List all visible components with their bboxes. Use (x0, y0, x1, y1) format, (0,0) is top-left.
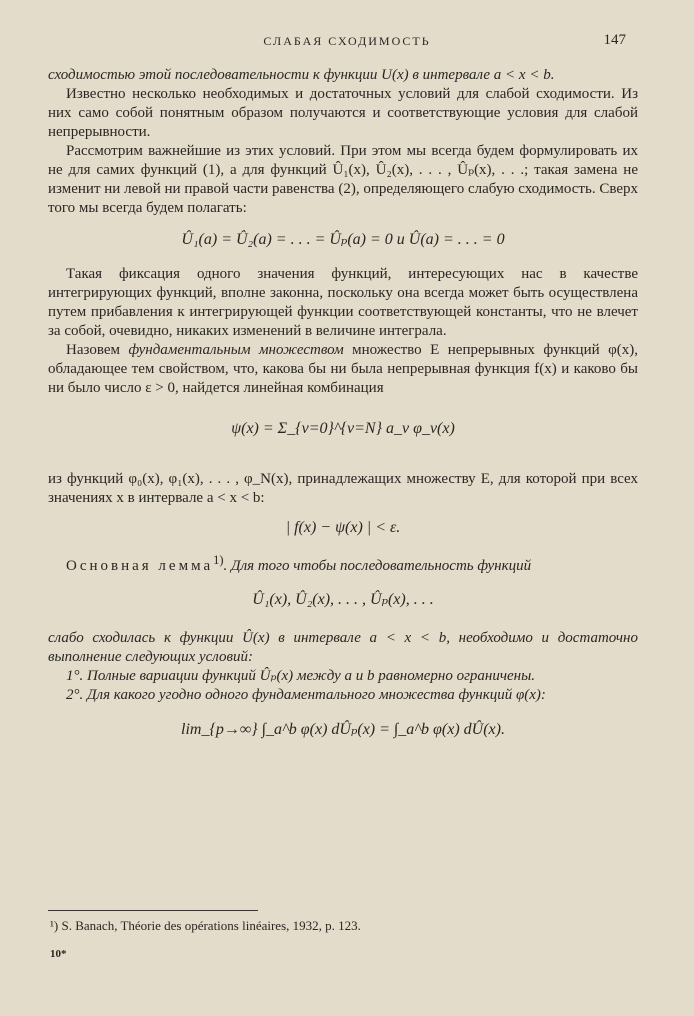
paragraph-4-lead: Назовем (66, 342, 129, 358)
signature-mark: 10* (50, 948, 67, 960)
lemma-statement (48, 551, 638, 576)
paragraph-4 (48, 341, 638, 398)
paragraph-0: сходимостью этой последовательности к функции U(x) в интервале a < x < b. (48, 67, 555, 83)
lemma-text: . Для того чтобы последовательность функций (223, 558, 532, 574)
paragraph-6: слабо сходилась к функции Û(x) в интервале a < x < b, необходимо и достаточно выполнение следующих условий: (48, 630, 638, 665)
formula-1: Û₁(a) = Û₂(a) = . . . = Ûₚ(a) = 0 и Û(a) = . . . = 0 (181, 231, 505, 248)
formula-3: | f(x) − ψ(x) | < ε. (285, 519, 401, 536)
formula-4: Û₁(x), Û₂(x), . . . , Ûₚ(x), . . . (252, 591, 434, 608)
paragraph-5: из функций φ₀(x), φ₁(x), . . . , φ_N(x), принадлежащих множеству E, для которой при всех значениях x в интервале a < x < b: (48, 471, 638, 506)
page-number: 147 (603, 32, 626, 48)
footnote: ¹) S. Banach, Théorie des opérations linéaires, 1932, p. 123. (50, 918, 361, 933)
formula-5: lim_{p→∞} ∫_a^b φ(x) dÛₚ(x) = ∫_a^b φ(x) dÛ(x). (181, 721, 505, 738)
paragraph-3: Такая фиксация одного значения функций, интересующих нас в качестве интегрирующих функций, вполне законна, поскольку она всегда может быть осуществлена путем прибавления к интегрирующей функции соответствующей константы, что не влечет за собой, очевидно, никаких изменений в величине интеграла. (48, 266, 638, 339)
paragraph-2: Рассмотрим важнейшие из этих условий. При этом мы всегда будем формулировать их не для самих функций (1), а для функций Û₁(x), Û₂(x), . . . , Ûₚ(x), . . .; такая замена не изменит ни левой ни правой части равенства (2), определяющего слабую сходимость. Сверх того мы всегда будем полагать: (48, 143, 638, 216)
fundamental-set-term: фундаментальным множеством (128, 342, 344, 358)
paragraph-4-rest: множество E непрерывных функций φ(x), обладающее тем свойством, что, какова бы ни была непрерывная функция f(x) и каково бы ни было число ε > 0, найдется линейная комбинация (48, 342, 638, 396)
condition-2: 2°. Для какого угодно одного фундаментального множества функций φ(x): (66, 687, 546, 703)
footnote-rule (48, 910, 258, 911)
condition-1: 1°. Полные вариации функций Ûₚ(x) между a и b равномерно ограничены. (66, 668, 536, 684)
lemma-heading: Основная лемма (66, 558, 214, 574)
formula-2: ψ(x) = Σ_{ν=0}^{ν=N} a_ν φ_ν(x) (231, 420, 455, 437)
paragraph-1: Известно несколько необходимых и достаточных условий для слабой сходимости. Из них само собой понятным образом получаются и соответствующие условия для слабой непрерывности. (48, 86, 638, 140)
lemma-footnote-mark: 1) (213, 553, 224, 567)
body-text (48, 66, 638, 755)
running-head: СЛАБАЯ СХОДИМОСТЬ (263, 34, 431, 48)
